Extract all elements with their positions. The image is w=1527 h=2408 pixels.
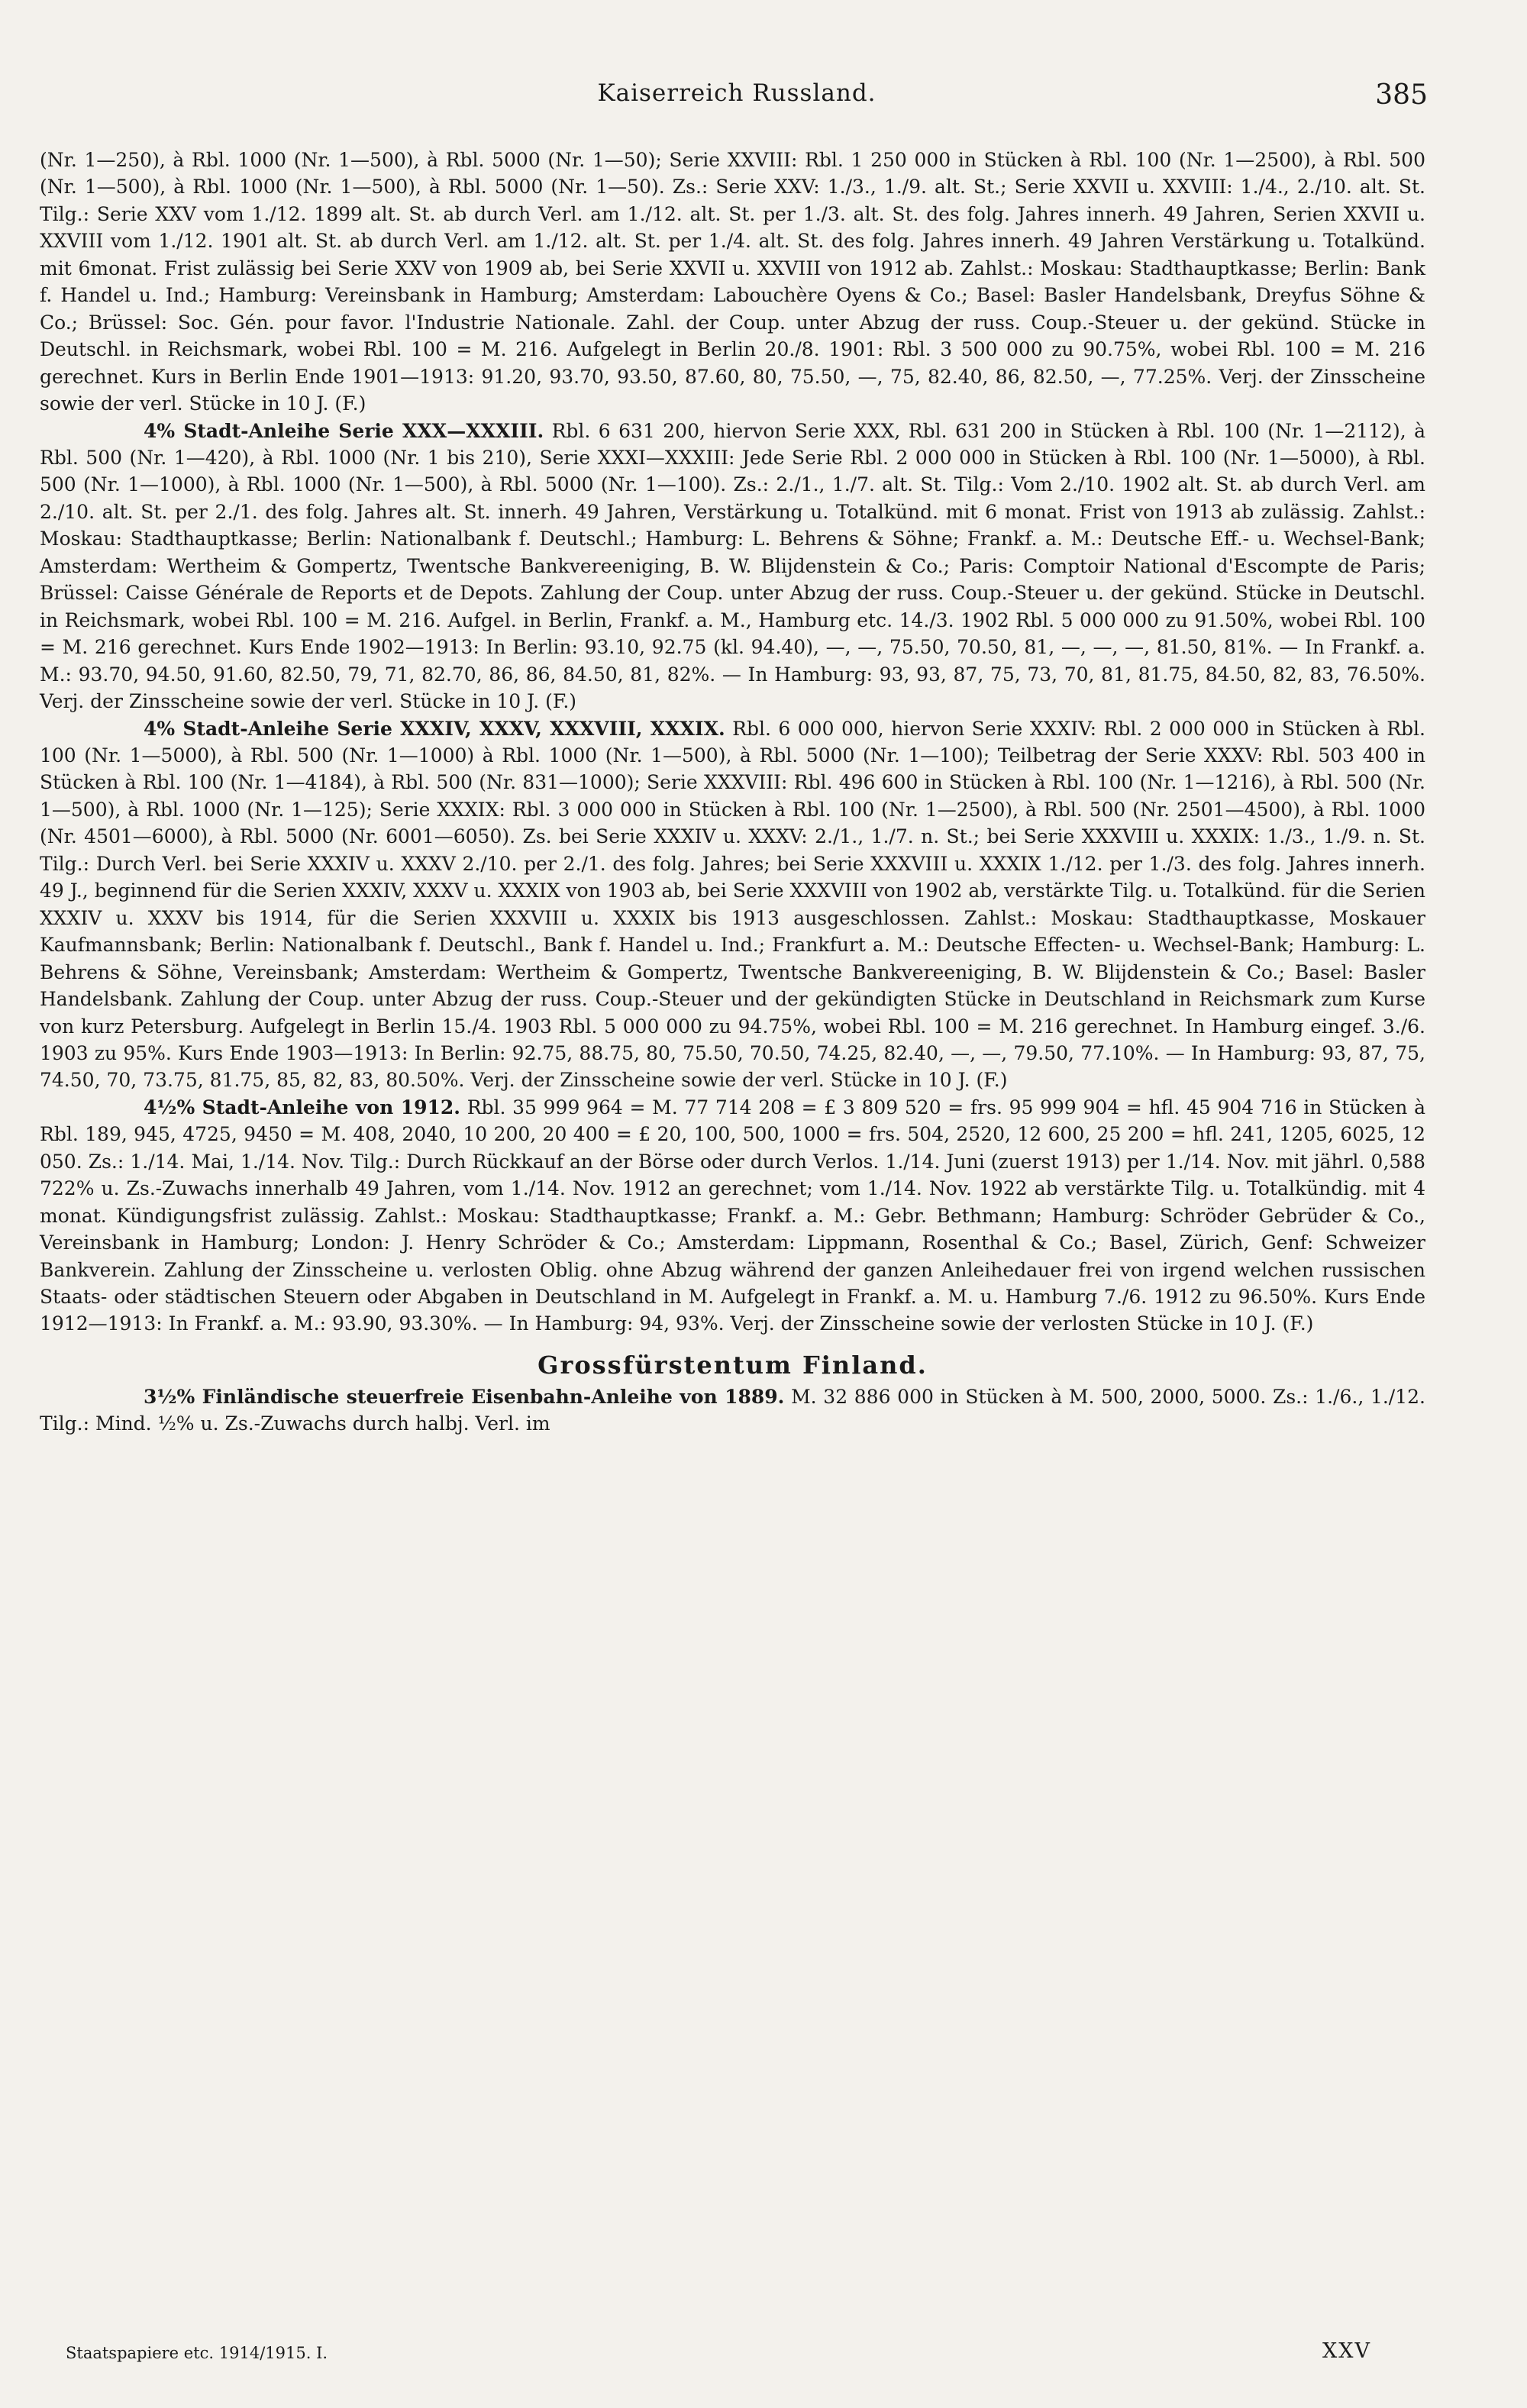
entry-paragraph bbox=[40, 715, 1425, 1094]
entry-text: M. 32 886 000 in Stücken à M. 500, 2000, 5000. Zs.: 1./6., 1./12. Tilg.: Mind. ½% u. Zs.-Zuwachs durch halbj. Verl. im bbox=[40, 1385, 1425, 1435]
entry-paragraph bbox=[40, 1094, 1425, 1338]
page-footer bbox=[66, 2339, 1425, 2374]
entry-heading: 4½% Stadt-Anleihe von 1912. bbox=[144, 1096, 460, 1118]
entry-text: (Nr. 1—250), à Rbl. 1000 (Nr. 1—500), à Rbl. 5000 (Nr. 1—50); Serie XXVIII: Rbl. 1 250 000 in Stücken à Rbl. 100 (Nr. 1—2500), à Rbl. 500 (Nr. 1—500), à Rbl. 1000 (Nr. 1—500), à Rbl. 5000 (Nr. 1—50). Zs.: Serie XXV: 1./3., 1./9. alt. St.; Serie XXVII u. XXVIII: 1./4., 2./10. alt. St. Tilg.: Serie XXV vom 1./12. 1899 alt. St. ab durch Verl. am 1./12. alt. St. per 1./3. alt. St. des folg. Jahres innerh. 49 Jahren, Serien XXVII u. XXVIII vom 1./12. 1901 alt. St. ab durch Verl. am 1./12. alt. St. per 1./4. alt. St. des folg. Jahres innerh. 49 Jahren Verstärkung u. Totalkünd. mit 6monat. Frist zulässig bei Serie XXV von 1909 ab, bei Serie XXVII u. XXVIII von 1912 ab. Zahlst.: Moskau: Stadthauptkasse; Berlin: Bank f. Handel u. Ind.; Hamburg: Vereinsbank in Hamburg; Amsterdam: Labouchère Oyens & Co.; Basel: Basler Handelsbank, Dreyfus Söhne & Co.; Brüssel: Soc. Gén. pour favor. l'Industrie Nationale. Zahl. der Coup. unter Abzug der russ. Coup.-Steuer u. der gekünd. Stücke in Deutschl. in Reichsmark, wobei Rbl. 100 = M. 216. Aufgelegt in Berlin 20./8. 1901: Rbl. 3 500 000 zu 90.75%, wobei Rbl. 100 = M. 216 gerechnet. Kurs in Berlin Ende 1901—1913: 91.20, 93.70, 93.50, 87.60, 80, 75.50, —, 75, 82.40, 86, 82.50, —, 77.25%. Verj. der Zinsscheine sowie der verl. Stücke in 10 J. (F.) bbox=[40, 149, 1425, 415]
footer-series-label: Staatspapiere etc. 1914/1915. I. bbox=[66, 2344, 328, 2362]
entry-paragraph bbox=[40, 418, 1425, 715]
page-header bbox=[46, 79, 1428, 118]
entry-text: Rbl. 6 000 000, hiervon Serie XXXIV: Rbl. 2 000 000 in Stücken à Rbl. 100 (Nr. 1—5000), à Rbl. 500 (Nr. 1—1000) à Rbl. 1000 (Nr. 1—500), à Rbl. 5000 (Nr. 1—100); Teilbetrag der Serie XXXV: Rbl. 503 400 in Stücken à Rbl. 100 (Nr. 1—4184), à Rbl. 500 (Nr. 831—1000); Serie XXXVIII: Rbl. 496 600 in Stücken à Rbl. 100 (Nr. 1—1216), à Rbl. 500 (Nr. 1—500), à Rbl. 1000 (Nr. 1—125); Serie XXXIX: Rbl. 3 000 000 in Stücken à Rbl. 100 (Nr. 1—2500), à Rbl. 500 (Nr. 2501—4500), à Rbl. 1000 (Nr. 4501—6000), à Rbl. 5000 (Nr. 6001—6050). Zs. bei Serie XXXIV u. XXXV: 2./1., 1./7. n. St.; bei Serie XXXVIII u. XXXIX: 1./3., 1./9. n. St. Tilg.: Durch Verl. bei Serie XXXIV u. XXXV 2./10. per 2./1. des folg. Jahres; bei Serie XXXVIII u. XXXIX 1./12. per 1./3. des folg. Jahres innerh. 49 J., beginnend für die Serien XXXIV, XXXV u. XXXIX von 1903 ab, bei Serie XXXVIII von 1902 ab, verstärkte Tilg. u. Totalkünd. für die Serien XXXIV u. XXXV bis 1914, für die Serien XXXVIII u. XXXIX bis 1913 ausgeschlossen. Zahlst.: Moskau: Stadthauptkasse, Moskauer Kaufmannsbank; Berlin: Nationalbank f. Deutschl., Bank f. Handel u. Ind.; Frankfurt a. M.: Deutsche Effecten- u. Wechsel-Bank; Hamburg: L. Behrens & Söhne, Vereinsbank; Amsterdam: Wertheim & Gompertz, Twentsche Bankvereeniging, B. W. Blijdenstein & Co.; Basel: Basler Handelsbank. Zahlung der Coup. unter Abzug der russ. Coup.-Steuer und der gekündigten Stücke in Deutschland in Reichsmark zum Kurse von kurz Petersburg. Aufgelegt in Berlin 15./4. 1903 Rbl. 5 000 000 zu 94.75%, wobei Rbl. 100 = M. 216 gerechnet. In Hamburg eingef. 3./6. 1903 zu 95%. Kurs Ende 1903—1913: In Berlin: 92.75, 88.75, 80, 75.50, 70.50, 74.25, 82.40, —, —, 79.50, 77.10%. — In Hamburg: 93, 87, 75, 74.50, 70, 73.75, 81.75, 85, 82, 83, 80.50%. Verj. der Zinsscheine sowie der verl. Stücke in 10 J. (F.) bbox=[40, 717, 1425, 1092]
running-head-title: Kaiserreich Russland. bbox=[597, 79, 876, 107]
signature-mark: XXV bbox=[1322, 2339, 1371, 2363]
entry-heading: 4% Stadt-Anleihe Serie XXXIV, XXXV, XXXVIII, XXXIX. bbox=[144, 717, 725, 740]
entry-text: Rbl. 35 999 964 = M. 77 714 208 = £ 3 809 520 = frs. 95 999 904 = hfl. 45 904 716 in Stücken à Rbl. 189, 945, 4725, 9450 = M. 408, 2040, 10 200, 20 400 = £ 20, 100, 500, 1000 = frs. 504, 2520, 12 600, 25 200 = hfl. 241, 1205, 6025, 12 050. Zs.: 1./14. Mai, 1./14. Nov. Tilg.: Durch Rückkauf an der Börse oder durch Verlos. 1./14. Juni (zuerst 1913) per 1./14. Nov. mit jährl. 0,588 722% u. Zs.-Zuwachs innerhalb 49 Jahren, vom 1./14. Nov. 1912 an gerechnet; vom 1./14. Nov. 1922 ab verstärkte Tilg. u. Totalkündig. mit 4 monat. Kündigungsfrist zulässig. Zahlst.: Moskau: Stadthauptkasse; Frankf. a. M.: Gebr. Bethmann; Hamburg: Schröder Gebrüder & Co., Vereinsbank in Hamburg; London: J. Henry Schröder & Co.; Amsterdam: Lippmann, Rosenthal & Co.; Basel, Zürich, Genf: Schweizer Bankverein. Zahlung der Zinsscheine u. verlosten Oblig. ohne Abzug während der ganzen Anleihedauer frei von irgend welchen russischen Staats- oder städtischen Steuern oder Abgaben in Deutschland in M. Aufgelegt in Frankf. a. M. u. Hamburg 7./6. 1912 zu 96.50%. Kurs Ende 1912—1913: In Frankf. a. M.: 93.90, 93.30%. — In Hamburg: 94, 93%. Verj. der Zinsscheine sowie der verlosten Stücke in 10 J. (F.) bbox=[40, 1096, 1426, 1335]
entry-paragraph bbox=[40, 1383, 1425, 1438]
page-number: 385 bbox=[1375, 79, 1428, 111]
entry-text: Rbl. 6 631 200, hiervon Serie XXX, Rbl. 631 200 in Stücken à Rbl. 100 (Nr. 1—2112), à Rbl. 500 (Nr. 1—420), à Rbl. 1000 (Nr. 1 bis 210), Serie XXXI—XXXIII: Jede Serie Rbl. 2 000 000 in Stücken à Rbl. 100 (Nr. 1—5000), à Rbl. 500 (Nr. 1—1000), à Rbl. 1000 (Nr. 1—500), à Rbl. 5000 (Nr. 1—100). Zs.: 2./1., 1./7. alt. St. Tilg.: Vom 2./10. 1902 alt. St. ab durch Verl. am 2./10. alt. St. per 2./1. des folg. Jahres alt. St. innerh. 49 Jahren, Verstärkung u. Totalkünd. mit 6 monat. Frist von 1913 ab zulässig. Zahlst.: Moskau: Stadthauptkasse; Berlin: Nationalbank f. Deutschl.; Hamburg: L. Behrens & Söhne; Frankf. a. M.: Deutsche Eff.- u. Wechsel-Bank; Amsterdam: Wertheim & Gompertz, Twentsche Bankvereeniging, B. W. Blijdenstein & Co.; Paris: Comptoir National d'Escompte de Paris; Brüssel: Caisse Générale de Reports et de Depots. Zahlung der Coup. unter Abzug der russ. Coup.-Steuer u. der gekünd. Stücke in Deutschl. in Reichsmark, wobei Rbl. 100 = M. 216. Aufgel. in Berlin, Frankf. a. M., Hamburg etc. 14./3. 1902 Rbl. 5 000 000 zu 91.50%, wobei Rbl. 100 = M. 216 gerechnet. Kurs Ende 1902—1913: In Berlin: 93.10, 92.75 (kl. 94.40), —, —, 75.50, 70.50, 81, —, —, —, 81.50, 81%. — In Frankf. a. M.: 93.70, 94.50, 91.60, 82.50, 79, 71, 82.70, 86, 86, 84.50, 81, 82%. — In Hamburg: 93, 93, 87, 75, 73, 70, 81, 81.75, 84.50, 82, 83, 76.50%. Verj. der Zinsscheine sowie der verl. Stücke in 10 J. (F.) bbox=[40, 419, 1425, 713]
page-body bbox=[40, 147, 1425, 1438]
entry-paragraph bbox=[40, 147, 1425, 418]
entry-heading: 3½% Finländische steuerfreie Eisenbahn-Anleihe von 1889. bbox=[144, 1385, 785, 1408]
section-heading: Grossfürstentum Finland. bbox=[538, 1350, 928, 1380]
entry-heading: 4% Stadt-Anleihe Serie XXX—XXXIII. bbox=[144, 419, 544, 442]
